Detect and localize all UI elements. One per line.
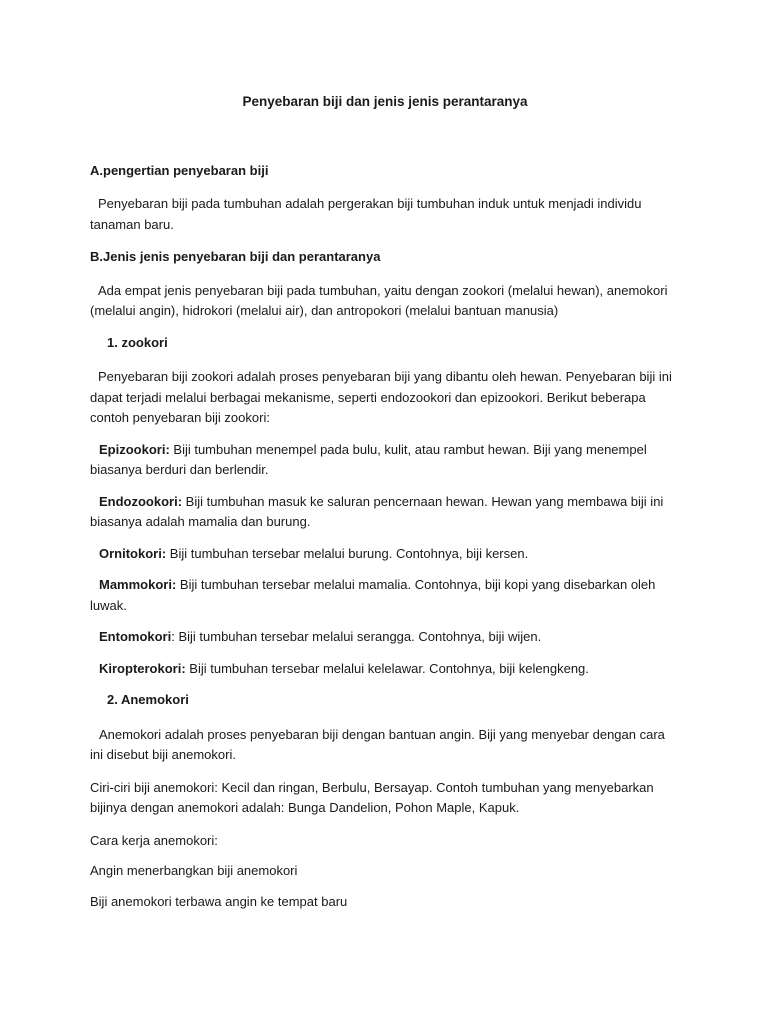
document-title: Penyebaran biji dan jenis jenis perantaranya bbox=[242, 94, 528, 109]
section-b-heading: B.Jenis jenis penyebaran biji dan perantaranya bbox=[90, 249, 381, 264]
term-label: Ornitokori: bbox=[99, 545, 167, 561]
term-description: Biji tumbuhan masuk ke saluran pencernaan hewan. Hewan yang membawa biji ini biasanya adalah mamalia dan burung. bbox=[90, 493, 664, 529]
section-b-paragraph: Ada empat jenis penyebaran biji pada tumbuhan, yaitu dengan zookori (melalui hewan), anemokori (melalui angin), hidrokori (melalui air), dan antropokori (melalui bantuan manusia) bbox=[90, 282, 668, 318]
term-description: Biji tumbuhan tersebar melalui mamalia. Contohnya, biji kopi yang disebarkan oleh luwak. bbox=[90, 577, 656, 613]
term-endozookori bbox=[90, 492, 680, 533]
term-description: Biji tumbuhan tersebar melalui burung. Contohnya, biji kersen. bbox=[166, 545, 529, 561]
term-kiropterokori bbox=[90, 659, 680, 680]
zookori-heading: 1. zookori bbox=[107, 334, 168, 350]
term-label: Mammokori: bbox=[99, 577, 177, 592]
anemokori-intro-paragraph: Anemokori adalah proses penyebaran biji dengan bantuan angin. Biji yang menyebar dengan cara ini disebut biji anemokori. bbox=[90, 726, 665, 762]
zookori-intro-paragraph: Penyebaran biji zookori adalah proses penyebaran biji yang dibantu oleh hewan. Penyebaran biji ini dapat terjadi melalui berbagai mekanisme, seperti endozookori dan epizookori. Berikut beberapa contoh penyebaran biji zookori: bbox=[90, 369, 672, 425]
section-a-heading: A.pengertian penyebaran biji bbox=[90, 162, 269, 178]
term-entomokori bbox=[90, 627, 680, 648]
term-label: Entomokori bbox=[99, 629, 172, 644]
anemokori-ciri-paragraph: Ciri-ciri biji anemokori: Kecil dan ringan, Berbulu, Bersayap. Contoh tumbuhan yang menyebarkan bijinya dengan anemokori adalah: Bunga Dandelion, Pohon Maple, Kapuk. bbox=[90, 779, 654, 815]
term-mammokori bbox=[90, 575, 680, 616]
anemokori-step-2: Biji anemokori terbawa angin ke tempat baru bbox=[90, 893, 348, 909]
term-label: Epizookori: bbox=[99, 441, 170, 457]
term-description: Biji tumbuhan tersebar melalui kelelawar. Contohnya, biji kelengkeng. bbox=[185, 660, 589, 676]
term-ornitokori bbox=[90, 544, 680, 565]
anemokori-cara-kerja-label: Cara kerja anemokori: bbox=[90, 832, 218, 848]
term-label: Endozookori: bbox=[99, 493, 183, 509]
anemokori-step-1: Angin menerbangkan biji anemokori bbox=[90, 863, 298, 878]
term-description: : Biji tumbuhan tersebar melalui serangga. Contohnya, biji wijen. bbox=[171, 629, 542, 644]
term-description: Biji tumbuhan menempel pada bulu, kulit, atau rambut hewan. Biji yang menempel biasanya berduri dan berlendir. bbox=[90, 441, 647, 477]
section-a-paragraph: Penyebaran biji pada tumbuhan adalah pergerakan biji tumbuhan induk untuk menjadi individu tanaman baru. bbox=[90, 196, 642, 232]
term-epizookori bbox=[90, 440, 680, 481]
document-body bbox=[90, 92, 680, 924]
term-label: Kiropterokori: bbox=[99, 660, 186, 676]
anemokori-heading: 2. Anemokori bbox=[107, 692, 189, 707]
